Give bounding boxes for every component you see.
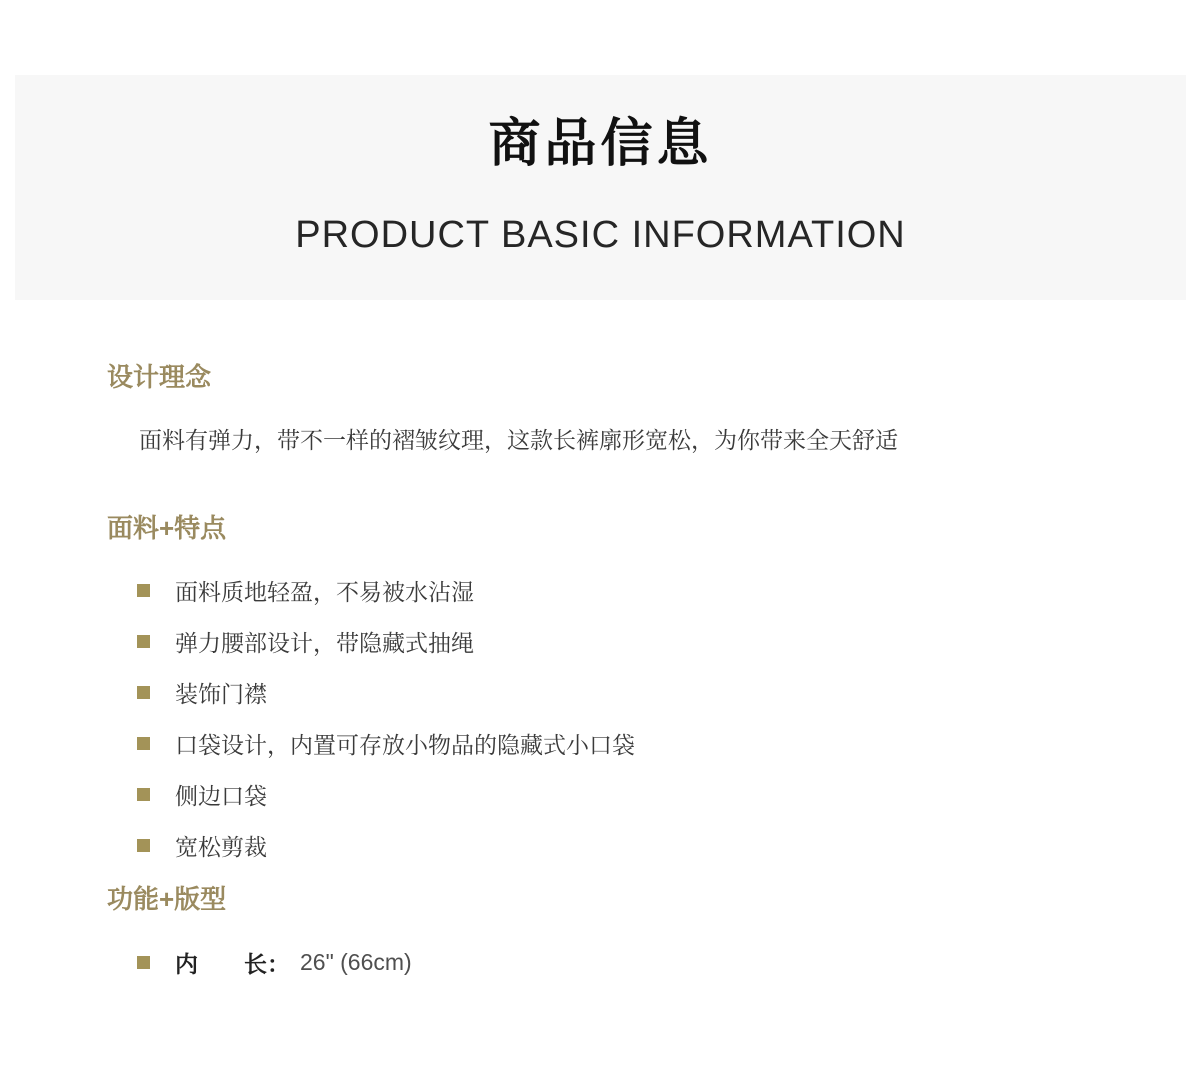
section-heading-function-fit: 功能+版型: [107, 884, 227, 914]
top-spacer: [0, 0, 1200, 75]
list-item: [107, 782, 1200, 809]
list-item-text: 面料质地轻盈，不易被水沾湿: [175, 578, 474, 605]
section-heading-design-concept: 设计理念: [107, 362, 212, 392]
bullet-square-icon: [137, 584, 150, 597]
page-title: 商品信息: [488, 115, 713, 173]
list-item-text: 侧边口袋: [175, 782, 267, 809]
page-subtitle: PRODUCT BASIC INFORMATION: [295, 214, 906, 256]
list-item: [107, 578, 1200, 605]
header-band: [15, 75, 1186, 300]
section-heading-fabric-features: 面料+特点: [107, 513, 227, 543]
list-item-text: 口袋设计，内置可存放小物品的隐藏式小口袋: [175, 731, 635, 758]
spec-label-inseam-left: 内: [175, 950, 198, 977]
spec-label-inseam-right: 长：: [244, 950, 290, 977]
list-item-text: 装饰门襟: [175, 680, 267, 707]
spec-value-inseam: 26" (66cm): [300, 948, 412, 975]
design-concept-paragraph: 面料有弹力，带不一样的褶皱纹理，这款长裤廓形宽松，为你带来全天舒适: [139, 427, 898, 453]
spec-row-inseam: [107, 949, 1200, 975]
list-item-text: 宽松剪裁: [175, 833, 267, 860]
fabric-features-list: [107, 578, 1200, 860]
list-item: [107, 731, 1200, 758]
list-item: [107, 680, 1200, 707]
list-item: [107, 833, 1200, 860]
list-item: [107, 629, 1200, 656]
bullet-square-icon: [137, 839, 150, 852]
bullet-square-icon: [137, 956, 150, 969]
bullet-square-icon: [137, 788, 150, 801]
list-item-text: 弹力腰部设计，带隐藏式抽绳: [175, 629, 474, 656]
content: [107, 362, 1200, 975]
bullet-square-icon: [137, 635, 150, 648]
bullet-square-icon: [137, 686, 150, 699]
bullet-square-icon: [137, 737, 150, 750]
